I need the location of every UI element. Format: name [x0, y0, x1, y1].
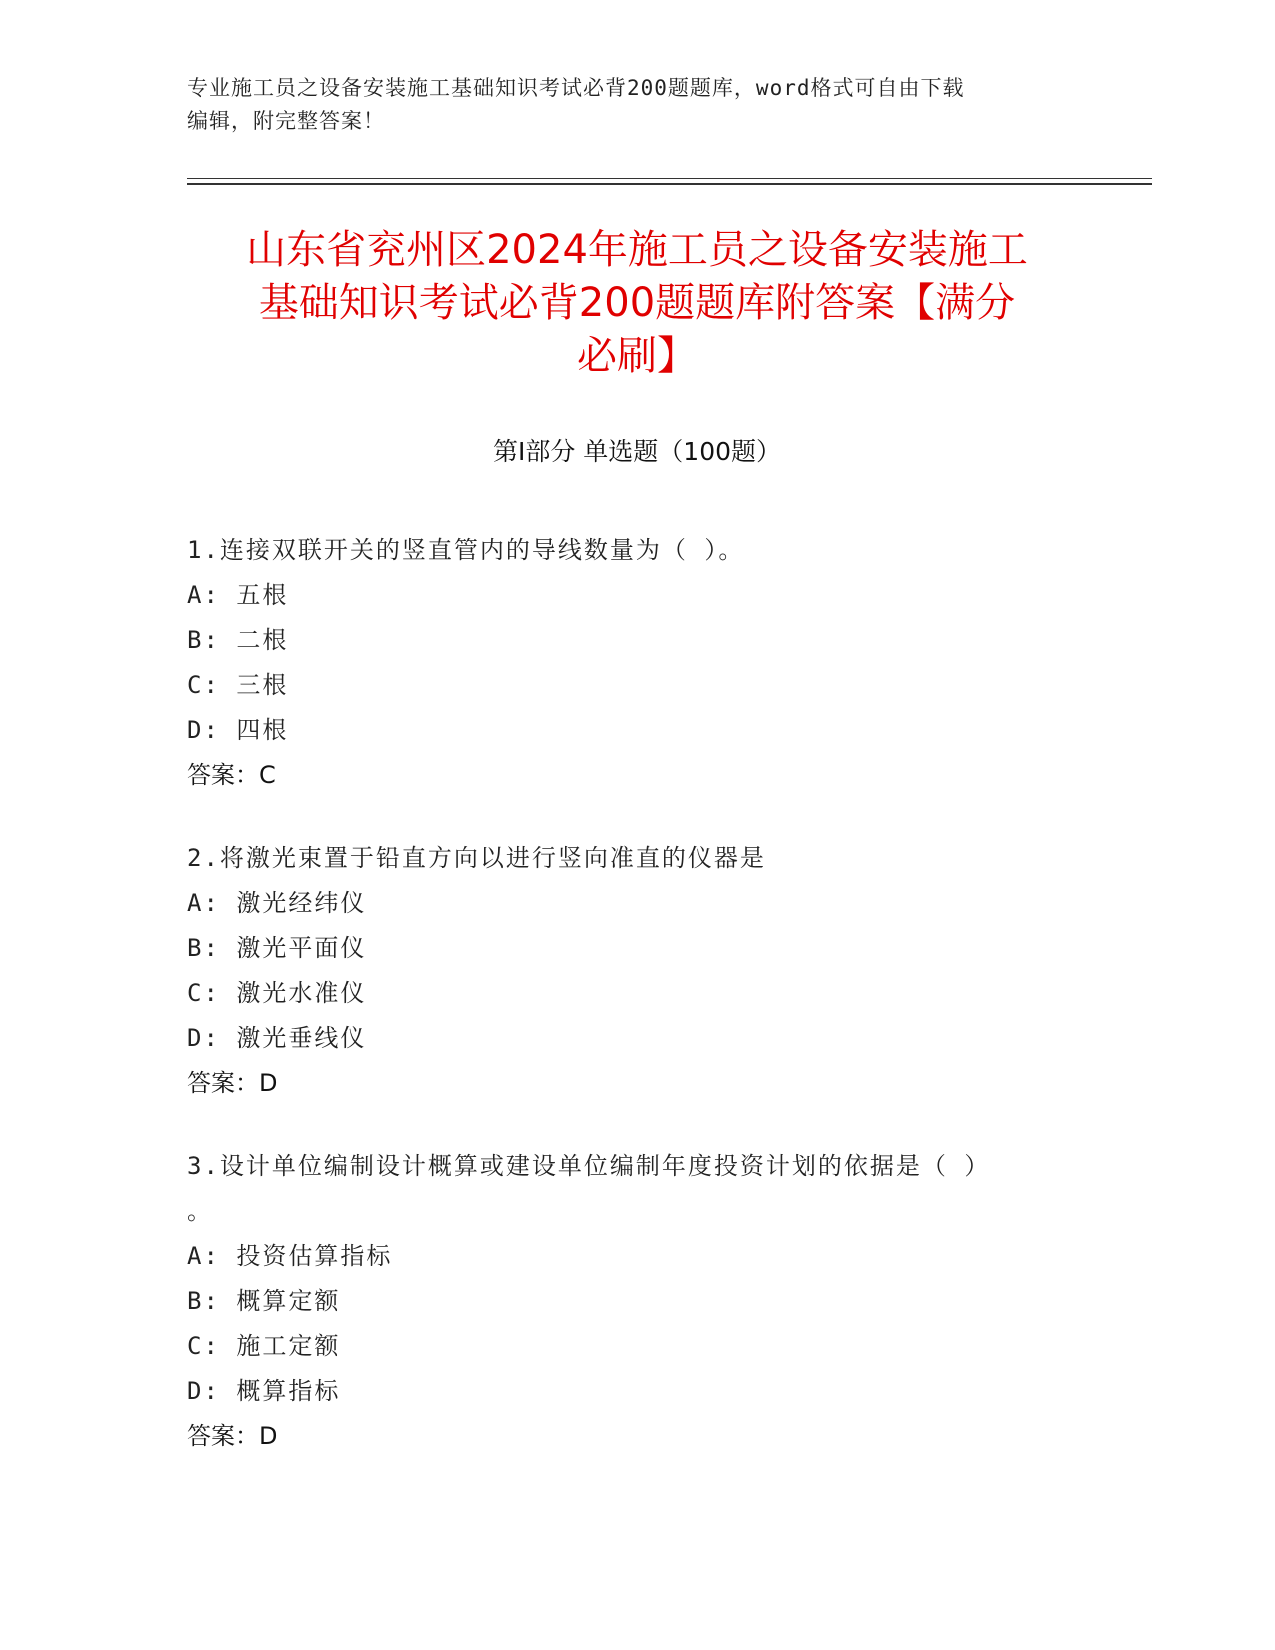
question-stem: 2.将激光束置于铅直方向以进行竖向准直的仪器是: [187, 844, 766, 872]
question-stem: 3.设计单位编制设计概算或建设单位编制年度投资计划的依据是（ ）: [187, 1152, 991, 1180]
option-b: B: 二根: [187, 626, 289, 654]
answer: 答案：D: [187, 1069, 278, 1097]
option-d: D: 概算指标: [187, 1377, 341, 1405]
option-c: C: 三根: [187, 671, 289, 699]
section-heading: 第Ⅰ部分 单选题（100题）: [492, 437, 782, 466]
header-note: [187, 72, 1067, 138]
question-1: [187, 528, 1067, 798]
header-note-line-2: 编辑，附完整答案！: [187, 109, 385, 133]
question-2: [187, 836, 1067, 1106]
document-title: [187, 224, 1087, 383]
option-b: B: 激光平面仪: [187, 934, 367, 962]
question-stem-continuation: 。: [187, 1197, 213, 1225]
answer: 答案：C: [187, 761, 276, 789]
header-note-line-1: 专业施工员之设备安装施工基础知识考试必背200题题库，word格式可自由下载: [187, 76, 965, 100]
question-stem: 1.连接双联开关的竖直管内的导线数量为（ ）。: [187, 536, 745, 564]
document-title-line-1: 山东省兖州区2024年施工员之设备安装施工: [246, 227, 1028, 273]
header-divider-thin: [187, 178, 1152, 179]
option-a: A: 五根: [187, 581, 289, 609]
document-title-line-2: 基础知识考试必背200题题库附答案【满分: [258, 280, 1016, 326]
option-c: C: 施工定额: [187, 1332, 341, 1360]
answer: 答案：D: [187, 1422, 278, 1450]
question-3: [187, 1144, 1067, 1459]
option-d: D: 激光垂线仪: [187, 1024, 367, 1052]
option-a: A: 激光经纬仪: [187, 889, 367, 917]
document-title-line-3: 必刷】: [577, 333, 697, 379]
header-divider-thick: [187, 183, 1152, 185]
option-d: D: 四根: [187, 716, 289, 744]
question-list: [187, 528, 1067, 1497]
option-c: C: 激光水准仪: [187, 979, 367, 1007]
option-a: A: 投资估算指标: [187, 1242, 393, 1270]
option-b: B: 概算定额: [187, 1287, 341, 1315]
